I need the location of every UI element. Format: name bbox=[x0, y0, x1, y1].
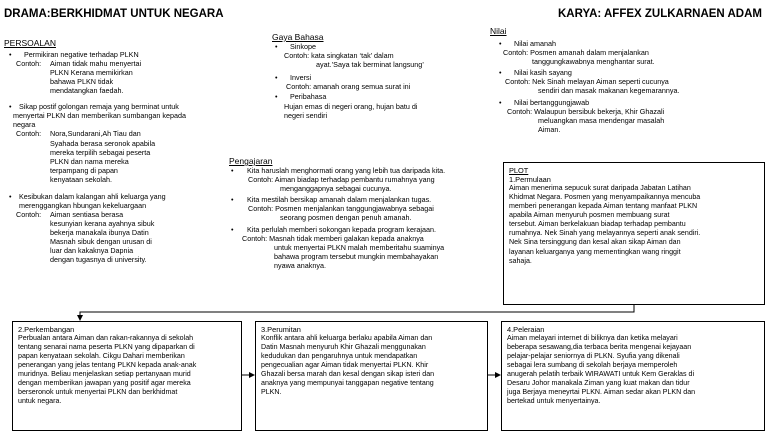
example-label: Contoh: bbox=[16, 129, 42, 139]
gaya-item-sinkope bbox=[275, 42, 472, 51]
gaya-example-line: Contoh: kata singkatan ‘tak’ dalam bbox=[284, 51, 394, 61]
peleraian-line: pelajar-pelajar seniornya di PLKN. Syufia yang dikenali bbox=[507, 352, 680, 361]
example-line: bekerja manakala ibunya Datin bbox=[50, 227, 149, 237]
pengajaran-item-3 bbox=[231, 225, 504, 234]
permulaan-title: 1.Permulaan bbox=[509, 175, 551, 185]
gaya-item-name: Sinkope bbox=[290, 42, 316, 51]
plot-permulaan-box bbox=[503, 162, 765, 305]
persoalan-item-3 bbox=[9, 192, 234, 210]
example-label: Contoh: bbox=[16, 59, 42, 69]
gaya-item-name: Peribahasa bbox=[290, 92, 327, 102]
pengajaran-example-line: bahawa program tersebut mungkin membahayakan bbox=[274, 251, 439, 261]
example-line: PLKN Kerana memikirkan bbox=[50, 68, 133, 78]
perumitan-line: kedudukan dan pengaruhnya untuk mendapatkan bbox=[261, 352, 418, 361]
peleraian-line: bertekad untuk menyertainya. bbox=[507, 397, 601, 406]
example-line: dengan tugasnya di university. bbox=[50, 255, 147, 265]
persoalan-item-2 bbox=[9, 102, 234, 129]
perumitan-line: Konflik antara ahli keluarga berlaku apabila Aiman dan bbox=[261, 334, 433, 343]
example-line: bahawa PLKN tidak bbox=[50, 77, 114, 87]
nilai-example-line: sendiri dan masak makanan kegemarannya. bbox=[538, 86, 680, 96]
perkembangan-line: muridnya. Beliau menjelaskan setiap pertanyaan murid bbox=[18, 370, 191, 379]
permulaan-line: memberi penerangan kepada Aiman tentang manfaat PLKN bbox=[509, 202, 698, 211]
perkembangan-line: untuk negara. bbox=[18, 397, 62, 406]
perkembangan-line: penerangan yang jelas tentang PLKN kepada anak-anak bbox=[18, 361, 197, 370]
gaya-bahasa-title: Gaya Bahasa bbox=[272, 32, 324, 42]
drama-title: DRAMA:BERKHIDMAT UNTUK NEGARA bbox=[4, 8, 224, 20]
persoalan-item-3-line: merenggangkan hbungan kekeluargaan bbox=[19, 200, 147, 210]
pengajaran-title: Pengajaran bbox=[229, 156, 273, 166]
example-line: kesunyian kerana ayahnya sibuk bbox=[50, 218, 155, 228]
nilai-example-line: Contoh: Nek Sinah melayan Aiman seperti cucunya bbox=[505, 77, 669, 87]
bullet-icon: • bbox=[499, 97, 502, 107]
persoalan-item-2-line: Sikap postif golongan remaja yang berminat untuk bbox=[19, 102, 179, 112]
example-line: mereka terpilih sebagai peserta bbox=[50, 147, 151, 157]
persoalan-item-3-example bbox=[16, 209, 234, 265]
perkembangan-line: Perbualan antara Aiman dan rakan-rakannya di sekolah bbox=[18, 334, 194, 343]
persoalan-item-2-example bbox=[16, 129, 234, 184]
plot-perumitan-box bbox=[255, 321, 488, 431]
example-line: Aiman sentiasa berasa bbox=[50, 209, 124, 219]
nilai-item-name: Nilai amanah bbox=[514, 39, 556, 48]
perkembangan-line: berseronok untuk menyertai PLKN dan berkhidmat bbox=[18, 388, 178, 397]
perkembangan-line: tentang senarai nama peserta PLKN yang dipaparkan di bbox=[18, 343, 195, 352]
permulaan-line: Nek Sina tersinggung dan kesal akan sikap Aiman dan bbox=[509, 238, 681, 247]
nilai-item-name: Nilai bertanggungjawab bbox=[514, 97, 590, 107]
persoalan-section bbox=[4, 38, 234, 265]
pengajaran-section bbox=[229, 156, 504, 270]
peleraian-line: Aiman melayari internet di biliknya dan ketika melayari bbox=[507, 334, 678, 343]
perkembangan-line: dengan memberikan jawapan yang positif agar mereka bbox=[18, 379, 191, 388]
perumitan-line: Datin Masnah menyuruh Khir Ghazali menggunakan bbox=[261, 343, 426, 352]
perumitan-line: anaknya yang mempunyai tanggapan negative tentang bbox=[261, 379, 434, 388]
pengajaran-item-text: Kita mestilah bersikap amanah dalam menjalankan tugas. bbox=[247, 195, 432, 205]
perumitan-title: 3.Perumitan bbox=[261, 325, 301, 334]
plot-title: PLOT bbox=[509, 166, 529, 175]
nilai-item-name: Nilai kasih sayang bbox=[514, 68, 572, 78]
pengajaran-item-text: Kita perlulah memberi sokongan kepada program kerajaan. bbox=[247, 224, 436, 234]
pengajaran-item-1 bbox=[231, 166, 504, 175]
example-line: luar dan kakaknya Dapnia bbox=[50, 246, 134, 256]
author-label: KARYA: AFFEX ZULKARNAEN ADAM bbox=[557, 8, 762, 20]
gaya-item-name: Inversi bbox=[290, 73, 312, 83]
permulaan-line: tersebut. Aiman berkelakuan biadap terhadap pembantu bbox=[509, 220, 686, 229]
persoalan-title: PERSOALAN bbox=[4, 38, 56, 48]
nilai-example-line: tanggungkawabnya menghantar surat. bbox=[532, 57, 655, 67]
gaya-bahasa-section bbox=[272, 32, 472, 120]
persoalan-item-1-text: Permikiran negative terhadap PLKN bbox=[24, 50, 139, 59]
pengajaran-item-text: Kita haruslah menghormati orang yang lebih tua daripada kita. bbox=[247, 166, 446, 175]
persoalan-item-2-line: menyertai PLKN dan memberikan sumbangan kepada bbox=[13, 111, 186, 121]
gaya-example-line: Contoh: amanah orang semua surat ini bbox=[286, 82, 411, 92]
permulaan-line: apabila Aiman menyuruh posmen membuang surat bbox=[509, 211, 670, 220]
persoalan-item-2-line: negara bbox=[13, 120, 36, 130]
pengajaran-example-line: seorang posmen dengan penuh amanah. bbox=[280, 213, 412, 223]
example-line: kenyataan sekolah. bbox=[50, 174, 112, 184]
permulaan-line: layanan keluarganya yang mementingkan wang ringgit bbox=[509, 247, 681, 256]
pengajaran-example-line: Contoh: Aiman biadap terhadap pembantu rumahnya yang bbox=[248, 175, 435, 185]
pengajaran-example-line: nyawa anaknya. bbox=[274, 260, 326, 270]
pengajaran-example-line: untuk menyertai PLKN malah memberitahu suaminya bbox=[274, 242, 445, 252]
permulaan-line: sahaja. bbox=[509, 256, 532, 265]
persoalan-item-3-line: Kesibukan dalam kalangan ahli keluarga yang bbox=[19, 191, 166, 201]
example-line: Masnah sibuk dengan urusan di bbox=[50, 237, 152, 247]
permulaan-line: Aiman menerima sepucuk surat daripada Jabatan Latihan bbox=[509, 184, 691, 193]
bullet-icon: • bbox=[231, 166, 234, 175]
plot-peleraian-box bbox=[501, 321, 765, 431]
gaya-item-peribahasa bbox=[275, 92, 472, 101]
bullet-icon: • bbox=[275, 73, 278, 83]
bullet-icon: • bbox=[9, 191, 12, 201]
gaya-item-inversi bbox=[275, 73, 472, 82]
nilai-title: Nilai bbox=[490, 26, 507, 36]
peleraian-line: beberapa sesawang,dia terbaca berita mengenai kejayaan bbox=[507, 343, 692, 352]
nilai-item-amanah bbox=[499, 39, 765, 48]
peleraian-line: anugerah pelatih terbaik WIRAWATI untuk Kem Geraklas di bbox=[507, 370, 695, 379]
perumitan-line: PLKN. bbox=[261, 388, 282, 397]
gaya-example-line: negeri sendiri bbox=[284, 110, 328, 120]
example-line: PLKN dan nama mereka bbox=[50, 156, 129, 166]
bullet-icon: • bbox=[275, 92, 278, 102]
perkembangan-line: papan kenyataan sekolah. Cikgu Dahari memberikan bbox=[18, 352, 185, 361]
example-line: terpampang di papan bbox=[50, 165, 118, 175]
pengajaran-example-line: Contoh: Masnah tidak memberi galakan kepada anaknya bbox=[242, 233, 424, 243]
perkembangan-title: 2.Perkembangan bbox=[18, 325, 75, 334]
bullet-icon: • bbox=[231, 195, 234, 205]
bullet-icon: • bbox=[499, 68, 502, 78]
persoalan-item-1-example bbox=[16, 59, 234, 96]
pengajaran-example-line: menganggapnya sebagai cucunya. bbox=[280, 184, 392, 194]
connector-permulaan-perkembangan bbox=[80, 305, 634, 320]
gaya-example-line: Hujan emas di negeri orang, hujan batu di bbox=[284, 101, 418, 111]
example-line: mendatangkan faedah. bbox=[50, 86, 124, 96]
example-line: Syahada berasa seronok apabila bbox=[50, 138, 156, 148]
perumitan-line: Ghazali bersa marah dan kesal dengan sikap isteri dan bbox=[261, 370, 435, 379]
peleraian-line: juga Berjaya meneyrtai PLKN. Aiman sedar akan PLKN dan bbox=[507, 388, 696, 397]
pengajaran-item-2 bbox=[231, 195, 504, 204]
bullet-icon: • bbox=[9, 50, 12, 59]
example-line: Nora,Sundarani,Ah Tiau dan bbox=[50, 129, 141, 139]
pengajaran-example-line: Contoh: Posmen menjalankan tanggungjawabnya sebagai bbox=[248, 204, 434, 214]
persoalan-item-1 bbox=[9, 50, 234, 59]
peleraian-line: sebagai lera sumbang di sekolah berjaya memperoleh bbox=[507, 361, 678, 370]
bullet-icon: • bbox=[499, 39, 502, 48]
perumitan-line: pengecualian agar Aiman tidak menyertai PLKN. Khir bbox=[261, 361, 429, 370]
bullet-icon: • bbox=[275, 42, 278, 51]
permulaan-line: rumahnya. Nek Sinah yang melayannya seperti anak sendiri. bbox=[509, 229, 701, 238]
nilai-item-bertanggungjawab bbox=[499, 98, 765, 107]
example-label: Contoh: bbox=[16, 209, 42, 219]
nilai-section bbox=[490, 26, 765, 134]
plot-perkembangan-box bbox=[12, 321, 242, 431]
nilai-example-line: meluangkan masa mendengar masalah bbox=[538, 115, 665, 125]
bullet-icon: • bbox=[231, 224, 234, 234]
gaya-example-line: ayat.’Saya tak berminat langsung’ bbox=[316, 60, 424, 70]
nilai-example-line: Contoh: Walaupun bersibuk bekerja, Khir Ghazali bbox=[507, 106, 665, 116]
nilai-example-line: Contoh: Posmen amanah dalam menjalankan bbox=[503, 48, 649, 58]
nilai-item-kasih-sayang bbox=[499, 68, 765, 77]
peleraian-title: 4.Peleraian bbox=[507, 325, 545, 334]
peleraian-line: Desaru Johor manakala Ziman yang kuat makan dan tidur bbox=[507, 379, 690, 388]
bullet-icon: • bbox=[9, 102, 12, 112]
permulaan-line: Khidmat Negara. Posmen yang menyampaikannya mencuba bbox=[509, 193, 701, 202]
example-line: Aiman tidak mahu menyertai bbox=[50, 59, 142, 69]
nilai-example-line: Aiman. bbox=[538, 124, 561, 134]
